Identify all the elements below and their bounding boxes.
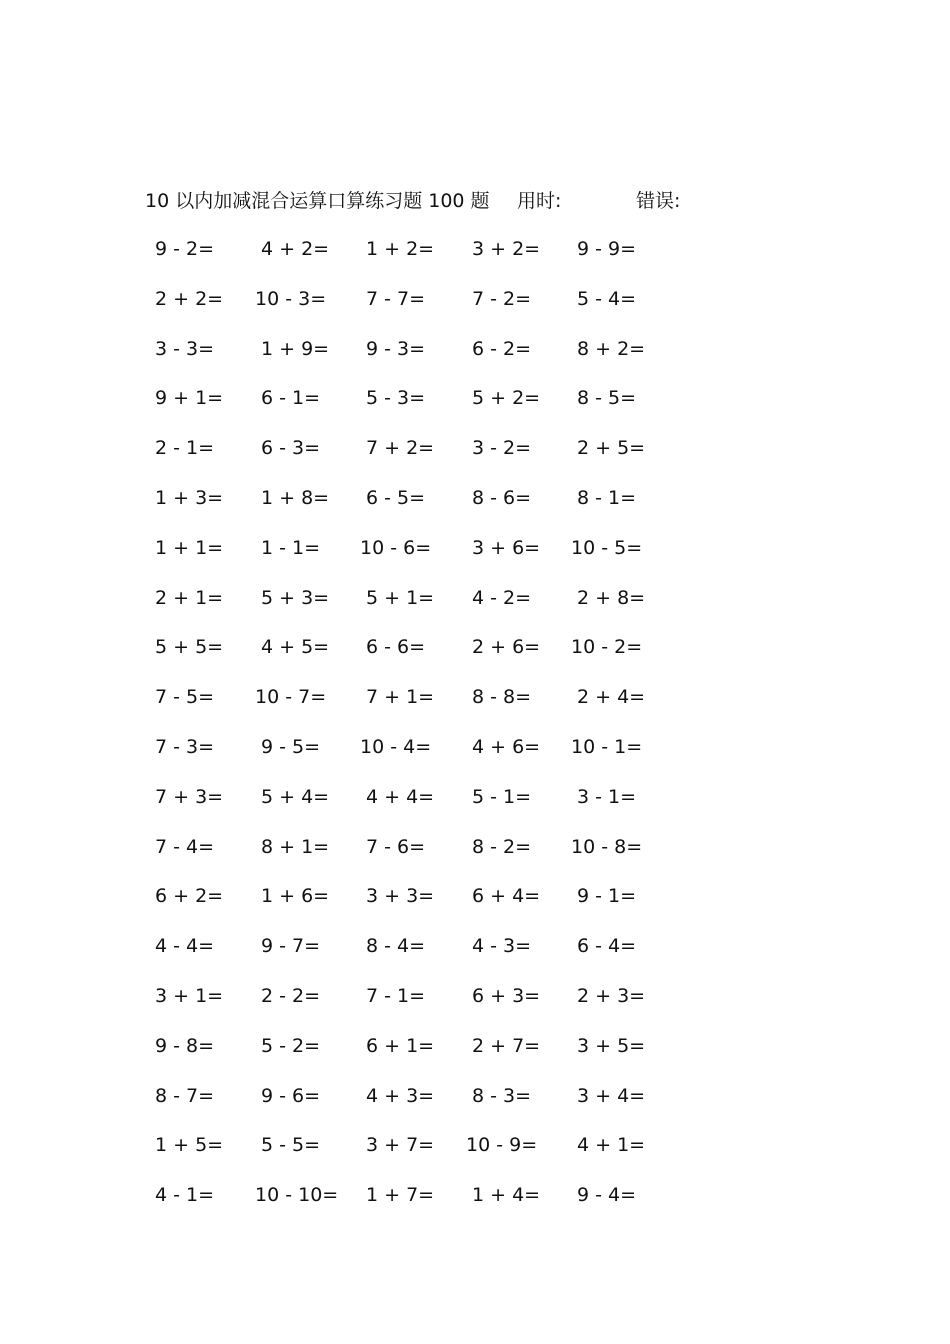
problem-row — [150, 981, 710, 1031]
problem-item: 2 + 7= — [472, 1034, 541, 1057]
problem-item: 8 - 1= — [577, 486, 637, 509]
problem-item: 10 - 1= — [571, 735, 643, 758]
problem-item: 10 - 9= — [466, 1134, 538, 1157]
problem-item: 3 + 6= — [472, 536, 541, 559]
problem-item: 4 - 4= — [155, 935, 215, 958]
problem-item: 1 + 3= — [155, 486, 224, 509]
problem-item: 5 - 1= — [472, 785, 532, 808]
problem-item: 2 - 2= — [261, 984, 321, 1007]
problem-item: 6 - 1= — [261, 387, 321, 410]
problem-item: 2 - 1= — [155, 437, 215, 460]
problem-row — [150, 832, 710, 882]
problem-item: 7 + 3= — [155, 785, 224, 808]
problem-item: 5 - 4= — [577, 287, 637, 310]
problem-item: 6 - 4= — [577, 935, 637, 958]
errors-label: 错误: — [636, 190, 681, 212]
problem-item: 5 - 3= — [366, 387, 426, 410]
problem-item: 8 - 8= — [472, 686, 532, 709]
problem-item: 10 - 7= — [255, 686, 327, 709]
problem-item: 10 - 8= — [571, 835, 643, 858]
problem-item: 10 - 4= — [360, 735, 432, 758]
problem-row — [150, 583, 710, 633]
problem-item: 6 - 2= — [472, 337, 532, 360]
problem-item: 10 - 3= — [255, 287, 327, 310]
problem-item: 2 + 4= — [577, 686, 646, 709]
problem-item: 4 + 5= — [261, 636, 330, 659]
problem-item: 7 - 6= — [366, 835, 426, 858]
problem-item: 7 - 1= — [366, 984, 426, 1007]
problem-item: 2 + 6= — [472, 636, 541, 659]
problem-item: 2 + 1= — [155, 586, 224, 609]
problem-item: 3 + 5= — [577, 1034, 646, 1057]
problem-row — [150, 1130, 710, 1180]
problem-item: 7 - 4= — [155, 835, 215, 858]
problem-item: 4 + 1= — [577, 1134, 646, 1157]
problem-row — [150, 533, 710, 583]
problem-item: 1 + 1= — [155, 536, 224, 559]
problem-row — [150, 1180, 710, 1230]
problem-item: 2 + 2= — [155, 287, 224, 310]
problem-item: 4 + 3= — [366, 1084, 435, 1107]
problem-item: 8 - 4= — [366, 935, 426, 958]
problem-item: 7 + 1= — [366, 686, 435, 709]
problem-item: 3 + 3= — [366, 885, 435, 908]
problem-item: 9 - 6= — [261, 1084, 321, 1107]
problem-item: 2 + 8= — [577, 586, 646, 609]
problem-item: 3 + 7= — [366, 1134, 435, 1157]
problem-row — [150, 1081, 710, 1131]
problem-row — [150, 881, 710, 931]
problem-item: 9 - 7= — [261, 935, 321, 958]
problem-item: 10 - 10= — [255, 1184, 339, 1207]
problem-item: 5 + 2= — [472, 387, 541, 410]
problem-item: 4 + 6= — [472, 735, 541, 758]
problem-item: 8 - 6= — [472, 486, 532, 509]
worksheet-title: 10 以内加减混合运算口算练习题 100 题 — [145, 190, 490, 212]
problem-item: 6 - 6= — [366, 636, 426, 659]
problem-item: 10 - 5= — [571, 536, 643, 559]
problem-item: 9 - 2= — [155, 238, 215, 260]
problem-row — [150, 284, 710, 334]
problem-item: 10 - 6= — [360, 536, 432, 559]
problem-item: 1 + 7= — [366, 1184, 435, 1207]
problem-item: 3 - 2= — [472, 437, 532, 460]
problem-item: 8 - 7= — [155, 1084, 215, 1107]
problem-item: 1 + 8= — [261, 486, 330, 509]
problem-item: 5 + 5= — [155, 636, 224, 659]
problem-item: 6 + 1= — [366, 1034, 435, 1057]
problem-row — [150, 931, 710, 981]
problem-item: 4 + 4= — [366, 785, 435, 808]
problem-item: 1 + 2= — [366, 238, 435, 260]
problem-item: 9 - 8= — [155, 1034, 215, 1057]
problem-item: 1 + 6= — [261, 885, 330, 908]
problem-item: 5 - 5= — [261, 1134, 321, 1157]
problem-item: 6 + 2= — [155, 885, 224, 908]
problem-item: 3 + 4= — [577, 1084, 646, 1107]
problem-row — [150, 732, 710, 782]
problem-row — [150, 483, 710, 533]
problem-item: 9 - 1= — [577, 885, 637, 908]
problem-item: 8 - 3= — [472, 1084, 532, 1107]
problem-item: 5 + 1= — [366, 586, 435, 609]
problem-item: 6 + 4= — [472, 885, 541, 908]
worksheet-header — [145, 187, 845, 215]
problem-item: 5 - 2= — [261, 1034, 321, 1057]
problem-item: 8 - 5= — [577, 387, 637, 410]
problem-item: 4 + 2= — [261, 238, 330, 260]
problem-row — [150, 1031, 710, 1081]
problem-row — [150, 682, 710, 732]
problem-item: 7 + 2= — [366, 437, 435, 460]
problem-item: 4 - 2= — [472, 586, 532, 609]
problem-grid — [150, 234, 710, 1230]
problem-row — [150, 334, 710, 384]
problem-item: 8 + 2= — [577, 337, 646, 360]
problem-item: 5 + 4= — [261, 785, 330, 808]
problem-item: 9 - 3= — [366, 337, 426, 360]
problem-item: 3 - 3= — [155, 337, 215, 360]
problem-item: 2 + 3= — [577, 984, 646, 1007]
problem-item: 8 + 1= — [261, 835, 330, 858]
time-used-label: 用时: — [517, 190, 562, 212]
problem-item: 9 - 9= — [577, 238, 637, 260]
problem-item: 7 - 2= — [472, 287, 532, 310]
problem-item: 1 - 1= — [261, 536, 321, 559]
problem-item: 6 - 5= — [366, 486, 426, 509]
problem-item: 7 - 3= — [155, 735, 215, 758]
problem-item: 5 + 3= — [261, 586, 330, 609]
problem-item: 9 - 4= — [577, 1184, 637, 1207]
problem-item: 3 + 1= — [155, 984, 224, 1007]
problem-item: 6 + 3= — [472, 984, 541, 1007]
problem-row — [150, 632, 710, 682]
problem-item: 9 - 5= — [261, 735, 321, 758]
problem-row — [150, 383, 710, 433]
problem-item: 1 + 9= — [261, 337, 330, 360]
problem-item: 2 + 5= — [577, 437, 646, 460]
problem-item: 3 - 1= — [577, 785, 637, 808]
problem-row — [150, 234, 710, 284]
problem-item: 1 + 5= — [155, 1134, 224, 1157]
problem-item: 4 - 3= — [472, 935, 532, 958]
problem-item: 8 - 2= — [472, 835, 532, 858]
problem-item: 1 + 4= — [472, 1184, 541, 1207]
problem-item: 9 + 1= — [155, 387, 224, 410]
problem-row — [150, 782, 710, 832]
problem-item: 10 - 2= — [571, 636, 643, 659]
problem-item: 3 + 2= — [472, 238, 541, 260]
problem-item: 7 - 5= — [155, 686, 215, 709]
problem-item: 7 - 7= — [366, 287, 426, 310]
problem-item: 4 - 1= — [155, 1184, 215, 1207]
problem-row — [150, 433, 710, 483]
problem-item: 6 - 3= — [261, 437, 321, 460]
